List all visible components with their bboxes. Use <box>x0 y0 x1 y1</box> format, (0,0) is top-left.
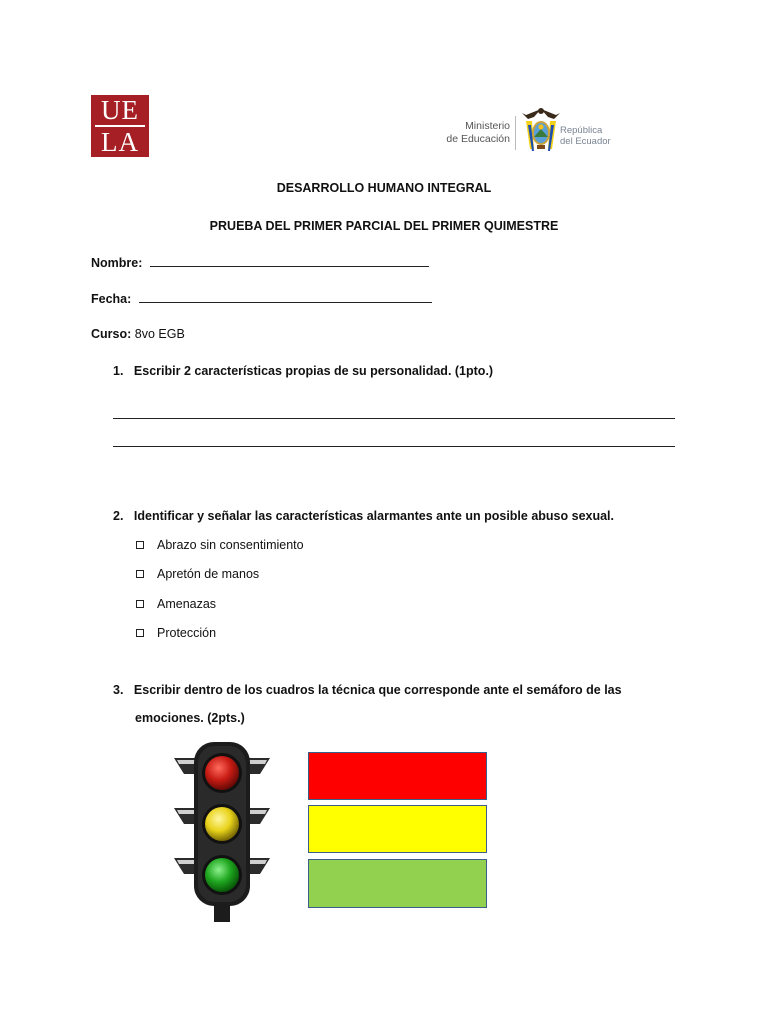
option-apreton[interactable] <box>136 567 259 581</box>
answer-line-2[interactable] <box>113 446 675 447</box>
green-answer-box[interactable] <box>308 859 487 908</box>
question-1 <box>113 364 493 378</box>
republica-line1: República <box>560 125 603 136</box>
question-3-text-line2: emociones. (2pts.) <box>135 711 245 725</box>
option-label: Abrazo sin consentimiento <box>157 538 304 552</box>
option-label: Protección <box>157 626 217 640</box>
logo-divider <box>515 116 516 150</box>
answer-line-1[interactable] <box>113 418 675 419</box>
nombre-field[interactable] <box>91 255 429 270</box>
republica-logo-text <box>560 125 611 147</box>
curso-value: 8vo EGB <box>134 327 185 341</box>
option-proteccion[interactable] <box>136 626 216 640</box>
fecha-label: Fecha: <box>91 292 132 306</box>
option-abrazo[interactable] <box>136 538 304 552</box>
question-2-number: 2. <box>113 509 124 523</box>
curso-field <box>91 327 185 341</box>
curso-label: Curso: <box>91 327 132 341</box>
republica-line2: del Ecuador <box>560 136 611 147</box>
uela-logo-line1: UE <box>101 95 139 126</box>
traffic-light-icon <box>170 740 274 924</box>
ministerio-logo-text <box>420 120 510 146</box>
fecha-line[interactable] <box>139 291 432 303</box>
subject-title: DESARROLLO HUMANO INTEGRAL <box>276 181 492 195</box>
ecuador-coat-of-arms-icon <box>520 105 562 157</box>
option-checkbox[interactable] <box>136 629 144 637</box>
question-3 <box>113 683 622 697</box>
green-light <box>205 858 239 892</box>
question-3-text-line1: Escribir dentro de los cuadros la técnica que corresponde ante el semáforo de las <box>133 683 622 697</box>
nombre-label: Nombre: <box>91 256 143 270</box>
option-amenazas[interactable] <box>136 597 216 611</box>
option-label: Apretón de manos <box>157 567 260 581</box>
option-checkbox[interactable] <box>136 541 144 549</box>
option-checkbox[interactable] <box>136 600 144 608</box>
question-2-text: Identificar y señalar las características alarmantes ante un posible abuso sexual. <box>133 509 614 523</box>
question-2 <box>113 509 614 523</box>
yellow-light <box>205 807 239 841</box>
ministerio-line1: Ministerio <box>465 120 510 132</box>
option-label: Amenazas <box>157 597 217 611</box>
ministerio-line2: de Educación <box>446 133 510 145</box>
uela-logo-line2: LA <box>101 126 139 157</box>
nombre-line[interactable] <box>150 255 429 267</box>
fecha-field[interactable] <box>91 291 432 306</box>
exam-title: PRUEBA DEL PRIMER PARCIAL DEL PRIMER QUIMESTRE <box>209 219 559 233</box>
red-answer-box[interactable] <box>308 752 487 800</box>
question-1-number: 1. <box>113 364 124 378</box>
option-checkbox[interactable] <box>136 570 144 578</box>
uela-logo <box>91 95 149 157</box>
yellow-answer-box[interactable] <box>308 805 487 853</box>
question-3-number: 3. <box>113 683 124 697</box>
question-1-text: Escribir 2 características propias de su personalidad. (1pto.) <box>133 364 494 378</box>
red-light <box>205 756 239 790</box>
